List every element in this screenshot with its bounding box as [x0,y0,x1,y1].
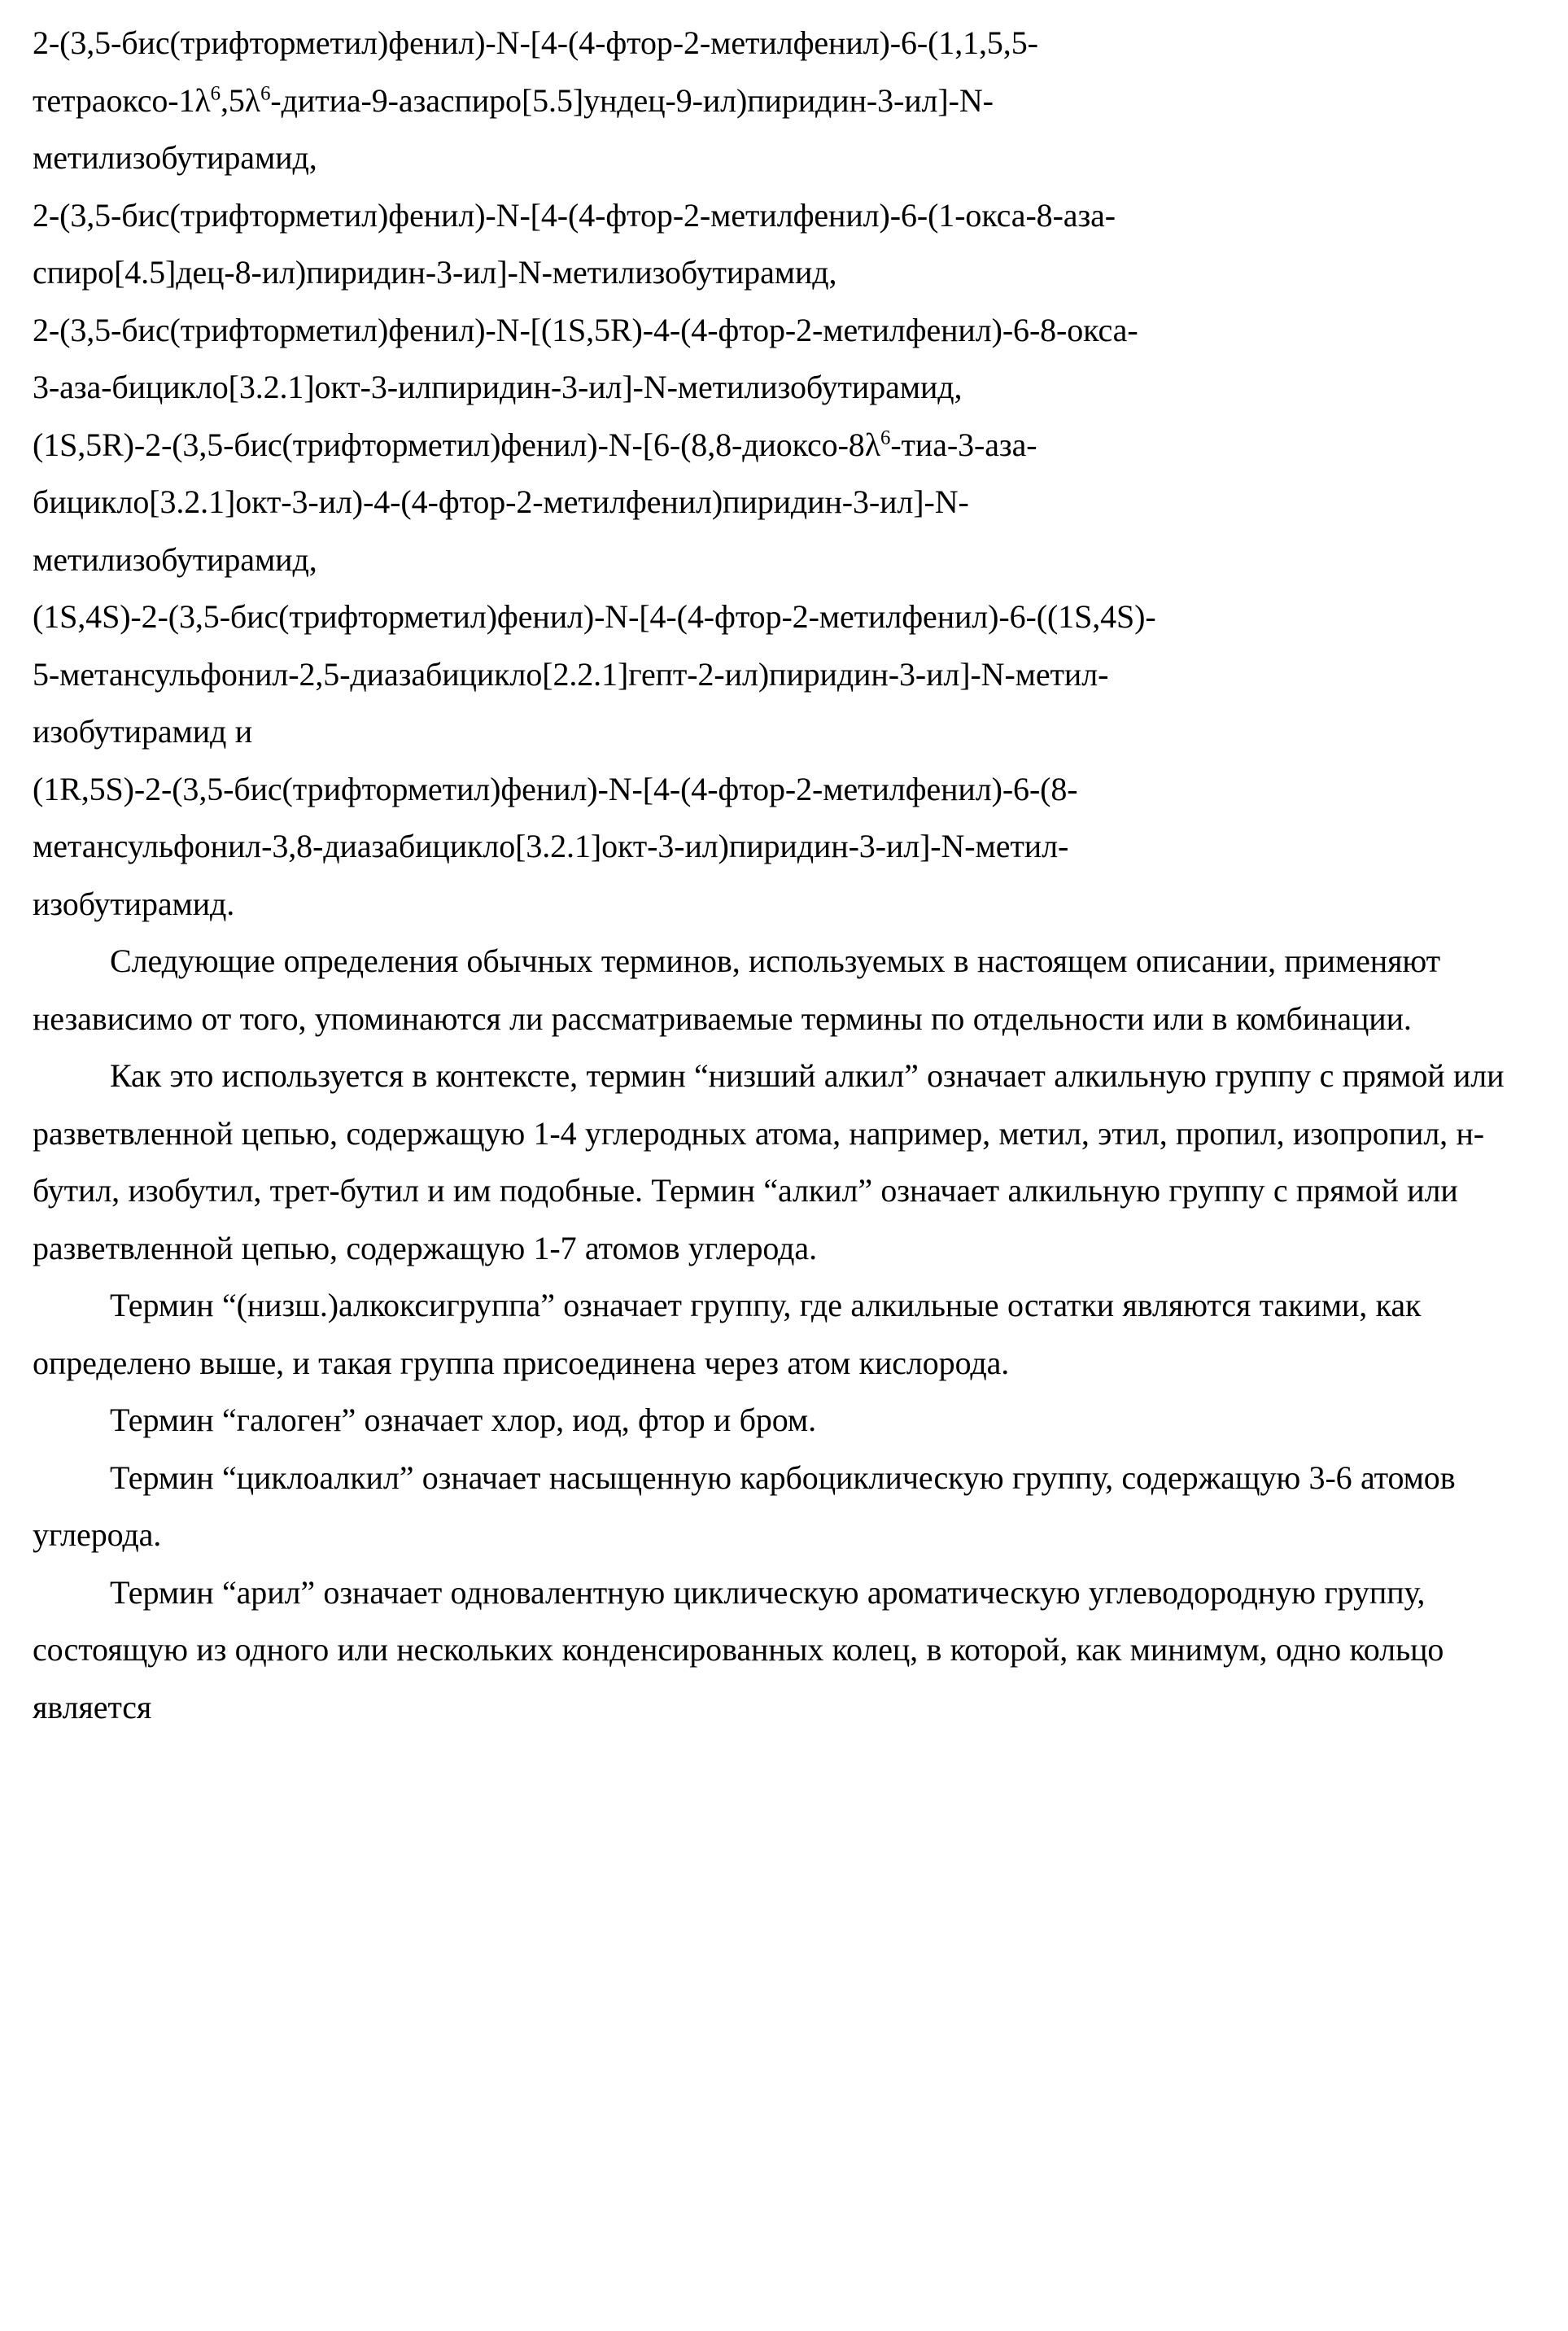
paragraph-aryl: Термин “арил” означает одновалентную циклическую ароматическую углеводородную группу, состоящую из одного или нескольких конденсированных колец, в которой, как минимум, одно кольцо является [33,1573,1444,1725]
paragraph-lower-alkyl: Как это используется в контексте, термин “низший алкил” означает алкильную группу с прямой или разветвленной цепью, содержащую 1-4 углеродных атома, например, метил, этил, пропил, изопропил, н-бутил, изобутил, трет-бутил и им подобные. Термин “алкил” означает алкильную группу с прямой или разветвленной цепью, содержащую 1-7 атомов углерода. [33,1057,1505,1266]
document-body [33,15,1507,1736]
compound-entry-3 [33,302,1507,417]
chemical-name-line [33,417,1507,475]
chem-text-segment: -тиа-3-аза- [890,426,1037,463]
chem-text-segment: -дитиа-9-азаспиро[5.5]ундец-9-ил)пиридин-3-ил]-N- [270,81,994,119]
lambda-superscript: 6 [210,82,221,105]
chem-text-segment: (1S,5R)-2-(3,5-бис(трифторметил)фенил)-N-[6-(8,8-диоксо-8λ [33,426,880,463]
paragraph-halogen: Термин “галоген” означает хлор, иод, фтор и бром. [110,1402,817,1438]
chemical-name-line: 2-(3,5-бис(трифторметил)фенил)-N-[4-(4-фтор-2-метилфенил)-6-(1,1,5,5- [33,24,1038,61]
compound-entry-1 [33,15,1507,187]
paragraph-definitions-intro: Следующие определения обычных терминов, используемых в настоящем описании, применяют независимо от того, упоминаются ли рассматриваемые термины по отдельности или в комбинации. [33,942,1441,1037]
chemical-name-line: 3-аза-бицикло[3.2.1]окт-3-илпиридин-3-ил]-N-метилизобутирамид, [33,369,963,405]
chemical-name-line: изобутирамид. [33,885,235,922]
chemical-name-line: бицикло[3.2.1]окт-3-ил)-4-(4-фтор-2-метилфенил)пиридин-3-ил]-N- [33,483,969,520]
lambda-superscript: 6 [880,426,891,449]
chemical-name-line: (1R,5S)-2-(3,5-бис(трифторметил)фенил)-N-[4-(4-фтор-2-метилфенил)-6-(8- [33,770,1078,807]
compound-entry-4 [33,417,1507,589]
chemical-name-line: метилизобутирамид, [33,139,317,176]
chemical-name-line: 2-(3,5-бис(трифторметил)фенил)-N-[4-(4-фтор-2-метилфенил)-6-(1-окса-8-аза- [33,196,1116,234]
compound-entry-2 [33,187,1507,302]
paragraph-alkoxy: Термин “(низш.)алкоксигруппа” означает группу, где алкильные остатки являются такими, как определено выше, и такая группа присоединена через атом кислорода. [33,1287,1422,1381]
chemical-name-line: 2-(3,5-бис(трифторметил)фенил)-N-[(1S,5R)-4-(4-фтор-2-метилфенил)-6-8-окса- [33,311,1138,348]
chemical-name-line: (1S,4S)-2-(3,5-бис(трифторметил)фенил)-N-[4-(4-фтор-2-метилфенил)-6-((1S,4S)- [33,598,1156,635]
lambda-superscript: 6 [260,82,271,105]
chemical-name-line: спиро[4.5]дец-8-ил)пиридин-3-ил]-N-метилизобутирамид, [33,254,837,291]
chemical-name-line: изобутирамид и [33,713,253,750]
chem-text-segment: ,5λ [220,81,261,119]
chemical-name-line [33,72,1507,130]
chemical-name-line: метилизобутирамид, [33,540,317,578]
chemical-name-line: 5-метансульфонил-2,5-диазабицикло[2.2.1]гепт-2-ил)пиридин-3-ил]-N-метил- [33,655,1109,693]
paragraph-cycloalkyl: Термин “циклоалкил” означает насыщенную карбоциклическую группу, содержащую 3-6 атомов углерода. [33,1459,1456,1553]
compound-entry-6 [33,761,1507,934]
chem-text-segment: тетраоксо-1λ [33,81,211,119]
chemical-name-line: метансульфонил-3,8-диазабицикло[3.2.1]окт-3-ил)пиридин-3-ил]-N-метил- [33,828,1069,864]
compound-entry-5 [33,588,1507,761]
